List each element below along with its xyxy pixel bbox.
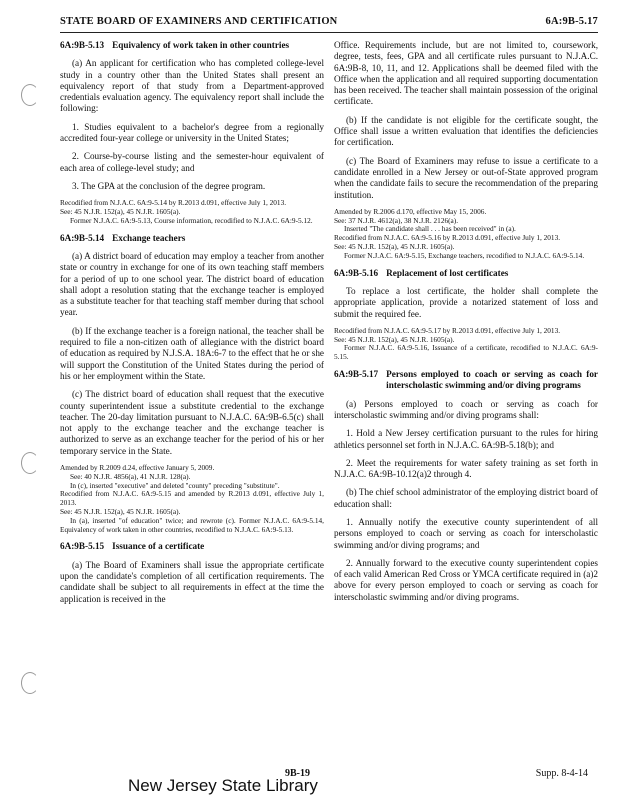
section-title: Issuance of a certificate [112, 541, 205, 552]
section-title: Replacement of lost certificates [386, 267, 509, 278]
section-title: Equivalency of work taken in other countries [112, 40, 290, 50]
section-heading [334, 369, 598, 392]
history-line: See: 37 N.J.R. 4612(a), 38 N.J.R. 2126(a). [334, 215, 459, 225]
page-number: 9B-19 [285, 768, 310, 779]
history-line: Inserted "The candidate shall . . . has been received" in (a). [344, 224, 516, 234]
paragraph: (a) Persons employed to coach or serving as coach for interscholastic swimming and/or diving programs shall: [334, 398, 598, 420]
paragraph: (a) An applicant for certification who has completed college-level study in a country other than the United States shall present an equivalency report of that study from a Department-approved credentials evaluation agency. The equivalency report shall include the following: [60, 58, 324, 114]
paragraph: (a) The Board of Examiners shall issue the appropriate certificate upon the candidate's completion of all certification requirements. The candidate shall be subject to all requirements in effect at the time the application is received in the [60, 559, 324, 604]
header-code: 6A:9B-5.17 [545, 16, 598, 27]
paragraph: (c) The district board of education shall request that the executive county superintendent issue a substitute credential to the exchange teacher. The 20-day limitation pursuant to N.J.A.C. 6A:9B-6.5(c) shall not apply to the exchange teacher and the exchange teacher is authorized to serve as an exchange teacher for the period of his or her temporary service in the State. [60, 389, 324, 456]
supplement-date: Supp. 8-4-14 [535, 768, 588, 779]
paragraph: 2. Annually forward to the executive county superintendent copies of each valid American Red Cross or YMCA certificate required in (a)2 above for every person employed to coach or serving as coach for interscholastic swimming and/or diving programs. [334, 557, 598, 602]
left-column [60, 40, 324, 612]
section-heading [60, 233, 324, 244]
history-line: Recodified from N.J.A.C. 6A:9-5.17 by R.2013 d.091, effective July 1, 2013. [334, 325, 561, 335]
section-number: 6A:9B-5.14 [60, 232, 105, 243]
history-line: Amended by R.2006 d.170, effective May 15, 2006. [334, 206, 487, 216]
paragraph: 2. Meet the requirements for water safety training as set forth in N.J.A.C. 6A:9B-10.12(a)2 through 4. [334, 457, 598, 480]
section-heading [60, 541, 324, 552]
section-title: Persons employed to coach or serving as coach for interscholastic swimming and/or diving programs [386, 369, 598, 391]
paragraph: (b) The chief school administrator of the employing district board of education shall: [334, 487, 598, 509]
history-line: Amended by R.2009 d.24, effective January 5, 2009. [60, 463, 215, 472]
library-watermark: New Jersey State Library [128, 776, 318, 795]
paragraph: 1. Studies equivalent to a bachelor's degree from a regionally accredited four-year college or university in the United States; [60, 121, 324, 144]
history-line: See: 40 N.J.R. 4856(a), 41 N.J.R. 128(a). [70, 471, 191, 481]
page-header [60, 12, 598, 33]
paragraph: To replace a lost certificate, the holder shall complete the appropriate application, provide a notarized statement of loss and submit the required fee. [334, 285, 598, 319]
history-note [334, 327, 598, 362]
header-title: STATE BOARD OF EXAMINERS AND CERTIFICATION [60, 16, 338, 27]
section-title: Exchange teachers [112, 232, 186, 243]
history-line: See: 45 N.J.R. 152(a), 45 N.J.R. 1605(a). [60, 506, 181, 516]
paragraph: (a) A district board of education may employ a teacher from another state or country in exchange for one of its own teaching staff members for a period of up to one school year. The district board of education shall adopt a resolution stating that the exchange teacher is employed as a substitute teacher for that teaching staff member during that school year. [60, 250, 324, 318]
history-line: Recodified from N.J.A.C. 6A:9-5.16 by R.2013 d.091, effective July 1, 2013. [334, 233, 561, 243]
paragraph: 1. Hold a New Jersey certification pursuant to the rules for hiring athletics personnel set forth in N.J.A.C. 6A:9B-5.18(b); and [334, 428, 598, 450]
paragraph: (b) If the candidate is not eligible for the certificate sought, the Office shall issue a written evaluation that identifies the deficiencies for certification. [334, 114, 598, 148]
history-line: See: 45 N.J.R. 152(a), 45 N.J.R. 1605(a). [334, 242, 455, 252]
section-number: 6A:9B-5.16 [334, 267, 379, 278]
history-line: See: 45 N.J.R. 152(a), 45 N.J.R. 1605(a). [60, 207, 181, 217]
paragraph: 2. Course-by-course listing and the semester-hour equivalent of each area of college-level study; and [60, 151, 324, 173]
history-line: Former N.J.A.C. 6A:9-5.15, Exchange teachers, recodified to N.J.A.C. 6A:9-5.14. [344, 250, 585, 260]
history-line: See: 45 N.J.R. 152(a), 45 N.J.R. 1605(a). [334, 334, 455, 344]
history-line: Former N.J.A.C. 6A:9-5.13, Course information, recodified to N.J.A.C. 6A:9-5.12. [70, 215, 313, 225]
history-line: Former N.J.A.C. 6A:9-5.16, Issuance of a certificate, recodified to N.J.A.C. 6A:9-5.15. [334, 343, 598, 362]
punch-hole-mark [21, 672, 39, 694]
punch-hole-mark [21, 84, 39, 106]
history-line: In (a), inserted "of education" twice; and rewrote (c). Former N.J.A.C. 6A:9-5.14, Equivalency of work taken in other countries, recodified to N.J.A.C. 6A:9-5.13. [60, 515, 324, 534]
section-heading [334, 268, 598, 279]
history-note [60, 199, 324, 225]
paragraph: 3. The GPA at the conclusion of the degree program. [72, 180, 266, 191]
section-number: 6A:9B-5.13 [60, 40, 105, 50]
section-number: 6A:9B-5.17 [334, 369, 379, 380]
paragraph: (b) If the exchange teacher is a foreign national, the teacher shall be required to file a non-citizen oath of allegiance with the district board of education as required by N.J.S.A. 18A:6-7 to the effect that he or she will support the Constitution of the United States during the period of his or her employment within the State. [60, 325, 324, 381]
paragraph: Office. Requirements include, but are not limited to, coursework, degree, tests, fees, GPA and all certificate rules pursuant to N.J.A.C. 6A:9B-8, 10, 11, and 12. Applications shall be deemed filed with the Office when the application and all required supporting documentation has been received. The teacher shall maintain possession of the original certificate. [334, 40, 598, 107]
punch-hole-mark [21, 452, 39, 474]
history-line: Recodified from N.J.A.C. 6A:9-5.14 by R.2013 d.091, effective July 1, 2013. [60, 198, 287, 208]
history-line: Recodified from N.J.A.C. 6A:9-5.15 and amended by R.2013 d.091, effective July 1, 2013. [60, 489, 324, 508]
paragraph: 1. Annually notify the executive county superintendent of all persons employed to coach or serving as coach for interscholastic swimming and/or diving programs; and [334, 516, 598, 550]
history-line: In (c), inserted "executive" and deleted "county" preceding "substitute". [70, 480, 280, 490]
right-column [334, 40, 598, 610]
history-note [60, 464, 324, 534]
section-number: 6A:9B-5.15 [60, 541, 105, 552]
section-heading [60, 40, 324, 51]
history-note [334, 208, 598, 261]
paragraph: (c) The Board of Examiners may refuse to issue a certificate to a candidate enrolled in a New Jersey or out-of-State approved program when the candidate fails to secure the recommendation of the preparing institution. [334, 155, 598, 200]
